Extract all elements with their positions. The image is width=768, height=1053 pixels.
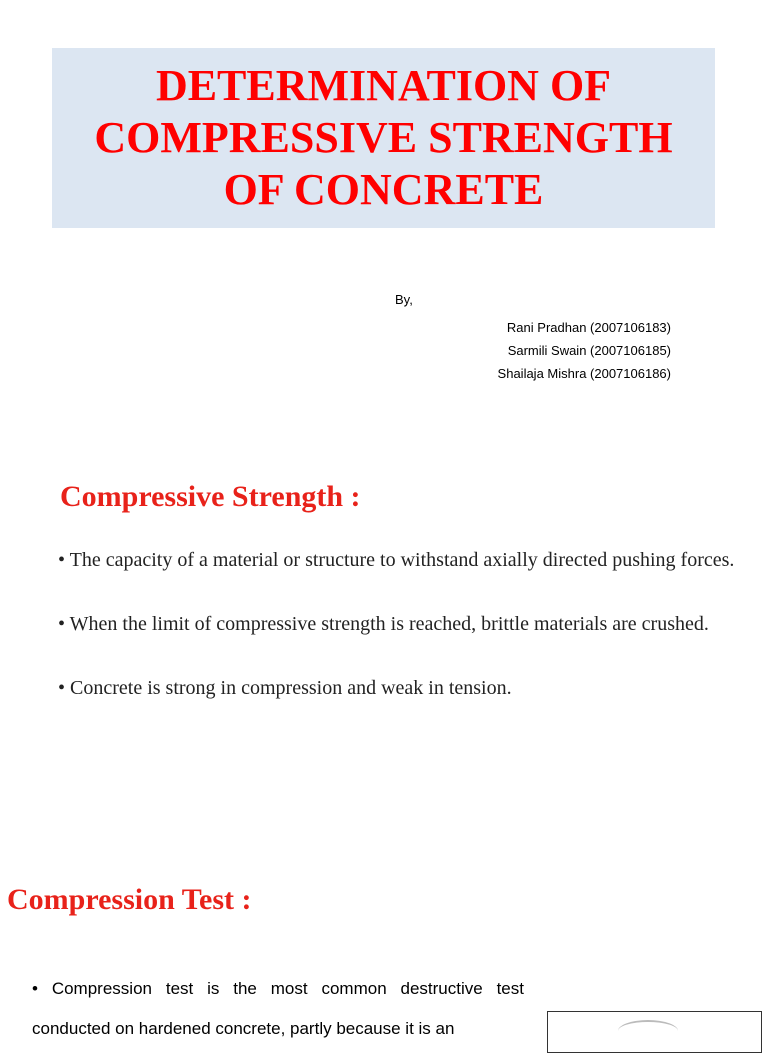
bullet-item: • The capacity of a material or structure to withstand axially directed pushing forces. xyxy=(58,548,738,573)
compressive-strength-heading: Compressive Strength : xyxy=(60,480,361,513)
author-list xyxy=(498,316,671,385)
author-1: Rani Pradhan (2007106183) xyxy=(506,320,671,335)
figure-image-content xyxy=(618,1020,678,1042)
byline-label: By, xyxy=(395,292,413,307)
bullet-item: • Concrete is strong in compression and weak in tension. xyxy=(58,676,738,701)
bullet-item: • When the limit of compressive strength is reached, brittle materials are crushed. xyxy=(58,612,738,637)
title-banner xyxy=(52,48,715,228)
author-3: Shailaja Mishra (2007106186) xyxy=(497,366,671,381)
author-2: Sarmili Swain (2007106185) xyxy=(507,343,671,358)
compression-test-paragraph: • Compression test is the most common destructive test conducted on hardened concrete, partly because it is an xyxy=(32,969,524,1049)
compression-test-heading: Compression Test : xyxy=(7,883,252,916)
figure-image-frame xyxy=(547,1011,762,1053)
compressive-strength-bullets xyxy=(58,548,738,701)
document-title: DETERMINATION OF COMPRESSIVE STRENGTH OF CONCRETE xyxy=(94,61,673,214)
